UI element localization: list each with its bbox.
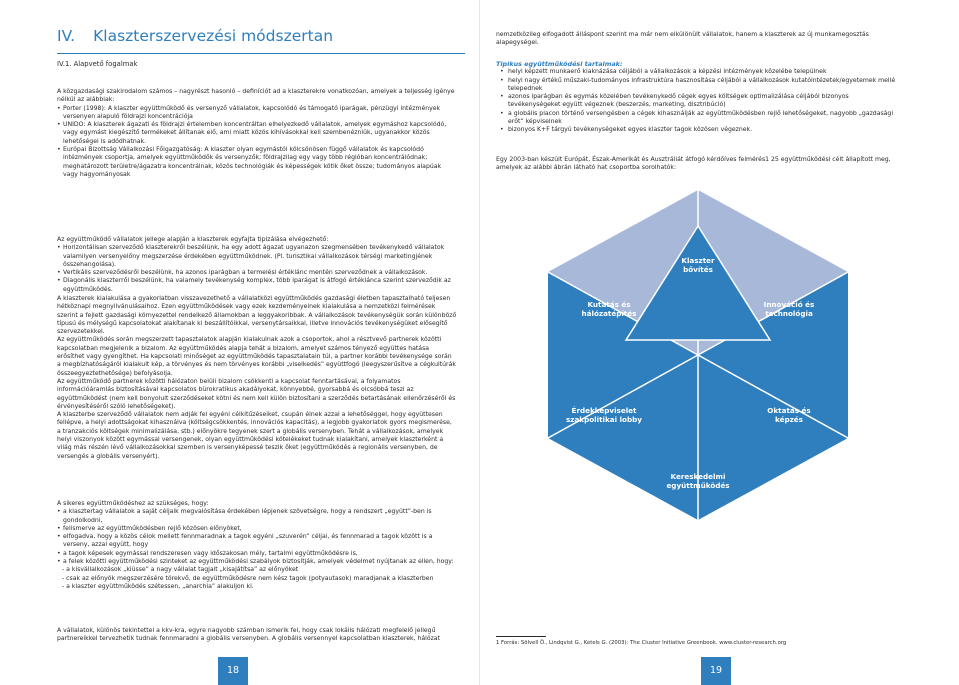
- types-list: [57, 244, 457, 294]
- left-text-block-1: [57, 88, 457, 179]
- success-intro: A sikeres együttműködéshez az szükséges, hogy:: [57, 500, 209, 507]
- body-paragraph: A vállalatok, különös tekintettel a kkv-kra, egyre nagyobb számban ismerik fel, hogy csak lokális hálózati megfelelő jellegű partnereikkel tervezhetik tudnak fennmaradni a globális versenyben. A globális versennyel kapcsolatban klaszterek, hálózat: [57, 627, 440, 643]
- survey-paragraph-block: [496, 156, 902, 173]
- success-item: • elfogadva, hogy a közös célok mellett fennmaradnak a tagok egyéni „szuverén” céljai, és fennmarad a tagok között is a verseny, azzal együtt, hogy: [57, 533, 457, 550]
- chapter-title: [57, 27, 333, 45]
- title-rule: [57, 53, 465, 54]
- type-item: • Vertikális szerveződésről beszélünk, ha azonos iparágban a termelési értéklánc mentén szerveződnek a vállalkozások.: [57, 269, 457, 277]
- success-item: • felismerve az együttműködésben rejlő közösen előnyöket,: [57, 525, 457, 533]
- types-intro: Az együttműködő vállalatok jellege alapján a klaszterek egyfajta tipizálása elvégezhető:: [57, 236, 329, 243]
- typical-item: • a globális piacon történő versengésben a cégek kihasználják az együttműködésben rejlő lehetőségeket, nagyobb „gazdasági erőt” képviselnek: [496, 110, 902, 127]
- footnote: 1 Forrás: Sölvell Ö., Lindqvist G., Ketels G. (2003): The Cluster Initiative Greenbook. www.cluster-research.org: [496, 640, 787, 646]
- definition-item: • UNIDO: A klaszterek ágazati és földrajzi értelemben koncentráltan elhelyezkedő vállalatok, amelyek egymáshoz kapcsolódó, vagy egymást kiegészítő termékeket állítanak elő, ami miatt közös kihívásokkal kell szembenézniük, ugyanakkor közös lehetőségei is adódhatnak.: [57, 121, 457, 146]
- label-education-training: Oktatás és képzés: [767, 406, 811, 424]
- label-advocacy-lobby: Érdekképviselet szakpolitikai lobby: [566, 406, 642, 424]
- body-paragraph: Az együttműködés során megszerzett tapasztalatok alapján kialakulnak azok a csoportok, ahol a résztvevő partnerek közötti kapcsolatban megjelenik a bizalom. Az együttműködés alapja tehát a bizalom, amelyet számos tényező együttes hatása erősíthet vagy gyengíthet. Ha kapcsolati minőséget az együttműködés tapasztalatain túl, a partner korábbi tevékenysége során a megbízhatóságáról kialakult kép, a törvényes és nem törvényes korábbi „viselkedés” együttfogó (leegyszerűsítve a cégkultúrák összeegyeztethetősége) befolyásolja.: [57, 336, 456, 377]
- body-paragraph: A klaszterbe szerveződő vállalatok nem adják fel egyéni célkitűzéseiket, csupán élnek azzal a lehetőséggel, hogy együttesen fellépve, a helyi adottságokat kihasználva (költségcsökkentés, innovációs kapacitás), a legjobb gyakorlatok gyors megismerése, a tranzakciós költségek minimalizálása, stb.) előnyökre tegyenek szert a globális versenyben. Tehát a vállalkozások, amelyek helyi viszonyok között egymással versengenek, olyan együttműködési kötelékeket tudnak kialakítani, amelyek klaszterként a világ más részén lévő vállalkozásokkal szemben is versenyképessé teszik őket (együttműködés a regionális versenyben, de versengés a globális versenyért).: [57, 411, 452, 460]
- hexagon-svg: [548, 190, 848, 520]
- label-cluster-growth: Klaszter bővítés: [681, 256, 715, 274]
- body-paragraph: A klaszterek kialakulása a gyakorlatban visszavezethető a vállalatközi együttműködés gazdasági életben tapasztalható teljesen hétköznapi megnyilvánulásaihoz. Ezen együttműködések vagy ezek kezdeményeinek kialakulása a nemzetközi felmérések szerint a fejlett gazdasági környezettel rendelkező államokban a leggyakoribbak. A vállalkozások tevékenységük során különböző típusú és mélységű kapcsolatokat alakítanak ki beszállítóikkal, versenytársaikkal, illetve innovációs tevékenységüket elősegítő szervezetekkel.: [57, 295, 457, 336]
- right-intro-paragraph: nemzetközileg elfogadott álláspont szerint ma már nem elkülönült vállalatok, hanem a klaszterek az új munkamegosztás alapegységei.: [496, 31, 869, 47]
- success-dash-item: - a klaszter együttműködés szétessen, „anarchia” alakuljon ki.: [62, 582, 254, 590]
- label-trade-cooperation: Kereskedelmi együttműködés: [666, 472, 730, 490]
- success-item: • a tagok képesek egymással rendszeresen vagy időszakosan mély, tartalmi együttműködésre is,: [57, 550, 457, 558]
- left-text-block-3: [57, 295, 457, 461]
- type-item: • Horizontálisan szerveződő klaszterekről beszélünk, ha egy adott ágazat ugyanazon szegmensében tevékenykedő vállalatok valamilyen versenyelőny megszerzése érdekében együttműködnek. (Pl. turisztikai vállalkozások térségi marketingjének összehangolása).: [57, 244, 457, 269]
- success-item: • a felek közötti együttműködési szinteket az együttműködési szabályok biztosítják, amelyek védelmet nyújtanak az ellen, hogy:: [57, 558, 457, 566]
- left-text-block-2: [57, 236, 457, 294]
- definition-item: • Európai Bizottság Vállalkozási Főigazgatóság: A klaszter olyan egymástól kölcsönösen függő vállalatok és kapcsolódó intézmények csoportja, amelyek együttműködők és versenyzők; földrajzilag egy vagy több régióban koncentrálódnak; meghatározott területre/ágazatra koncentrálnak, közös technológiák és képességek kötik őket össze; tudományos alapúak vagy hagyományosak: [57, 146, 457, 179]
- chapter-title-text: Klaszterszervezési módszertan: [93, 27, 334, 45]
- label-innovation-technology: Innováció és technológia: [763, 300, 815, 318]
- section-title: IV.1. Alapvető fogalmak: [57, 60, 138, 68]
- success-item: • a klasztertag vállalatok a saját céljaik megvalósítása érdekében lépjenek szövetségre, hogy a rendszert „együtt”-ben is gondolkodni,: [57, 508, 457, 525]
- typical-item: • bizonyos K+F tárgyú tevékenységeket egyes klaszter tagok közösen végeznek.: [496, 126, 902, 134]
- page-number-right: 19: [701, 657, 731, 685]
- left-text-block-5: [57, 627, 457, 644]
- type-item: • Diagonális klaszterről beszélünk, ha valamely tevékenység komplex, több iparágat is átfogó értéklánca szerint szerveződik az együttműködés.: [57, 277, 457, 294]
- intro-paragraph: A közgazdasági szakirodalom számos – nagyrészt hasonló – definíciót ad a klaszterekre vonatkozóan, amelyek a teljesség igénye nélkül az alábbiak:: [57, 88, 455, 104]
- chapter-number: IV.: [57, 27, 76, 45]
- success-list: [57, 508, 457, 591]
- label-research-networking: Kutatás és hálózatépítés: [581, 300, 637, 318]
- success-dash-item: - csak az előnyök megszerzésére törekvő, de együttműködésre nem kész tagok (potyautasok) maradjanak a klaszterben: [62, 574, 434, 582]
- typical-item: • helyi képzett munkaerő kiaknázása céljából a vállalkozások a képzési intézmények közelébe települnek: [496, 68, 902, 76]
- footnote-rule: [496, 636, 546, 637]
- body-paragraph: Az együttműködő partnerek közötti hálózaton belüli bizalom csökkenti a kapcsolat fenntartásával, a folyamatos információáramlás biztosításával kapcsolatos bürokratikus akadályokat, könnyebbé, gyorsabbá és olcsóbbá teszi az együttműködést (nem kell bonyolult szerződéseket kötni és nem kell külön biztosítani a szerződés betartásának ellenőrzéséről és érvényesítéséről szóló lehetőségeket).: [57, 377, 456, 410]
- right-intro: [496, 31, 902, 48]
- typical-item: • azonos iparágban és egymás közelében tevékenykedő cégek egyes költségek optimalizálása céljából bizonyos tevékenységeket együtt végeznek (beszerzés, marketing, disztribúció): [496, 93, 902, 110]
- typical-list: [496, 68, 902, 134]
- survey-paragraph: Egy 2003-ban készült Európát, Észak-Amerikát és Ausztráliát átfogó kérdőíves felmérés1 25 együttműködési célt állapított meg, amelyek az alábbi ábrán látható hat csoportba sorolhatók:: [496, 156, 891, 172]
- left-text-block-4: [57, 500, 457, 591]
- left-page: [0, 0, 479, 685]
- page-number-left: 18: [218, 657, 248, 685]
- typical-item: • helyi nagy értékű műszaki-tudományos infrastruktúra hasznosítása céljából a vállalkozások kutatóintézetek/egyetemek mellé telepednek: [496, 77, 902, 94]
- typical-contents: [496, 60, 902, 135]
- success-dash-item: - a kisvállalkozások „kiüsse” a nagy vállalat tagjait „kisajátítsa” az előnyöket: [62, 566, 299, 574]
- typical-heading: Tipikus együttműködési tartalmak:: [496, 60, 623, 68]
- definition-item: • Porter (1998): A klaszter együttműködő és versenyző vállalatok, kapcsolódó és támogató iparágak, pénzügyi intézmények versenyen alapuló földrajzi koncentrációja: [57, 105, 457, 122]
- cluster-goals-hexagon: [548, 190, 848, 520]
- definition-list: [57, 105, 457, 180]
